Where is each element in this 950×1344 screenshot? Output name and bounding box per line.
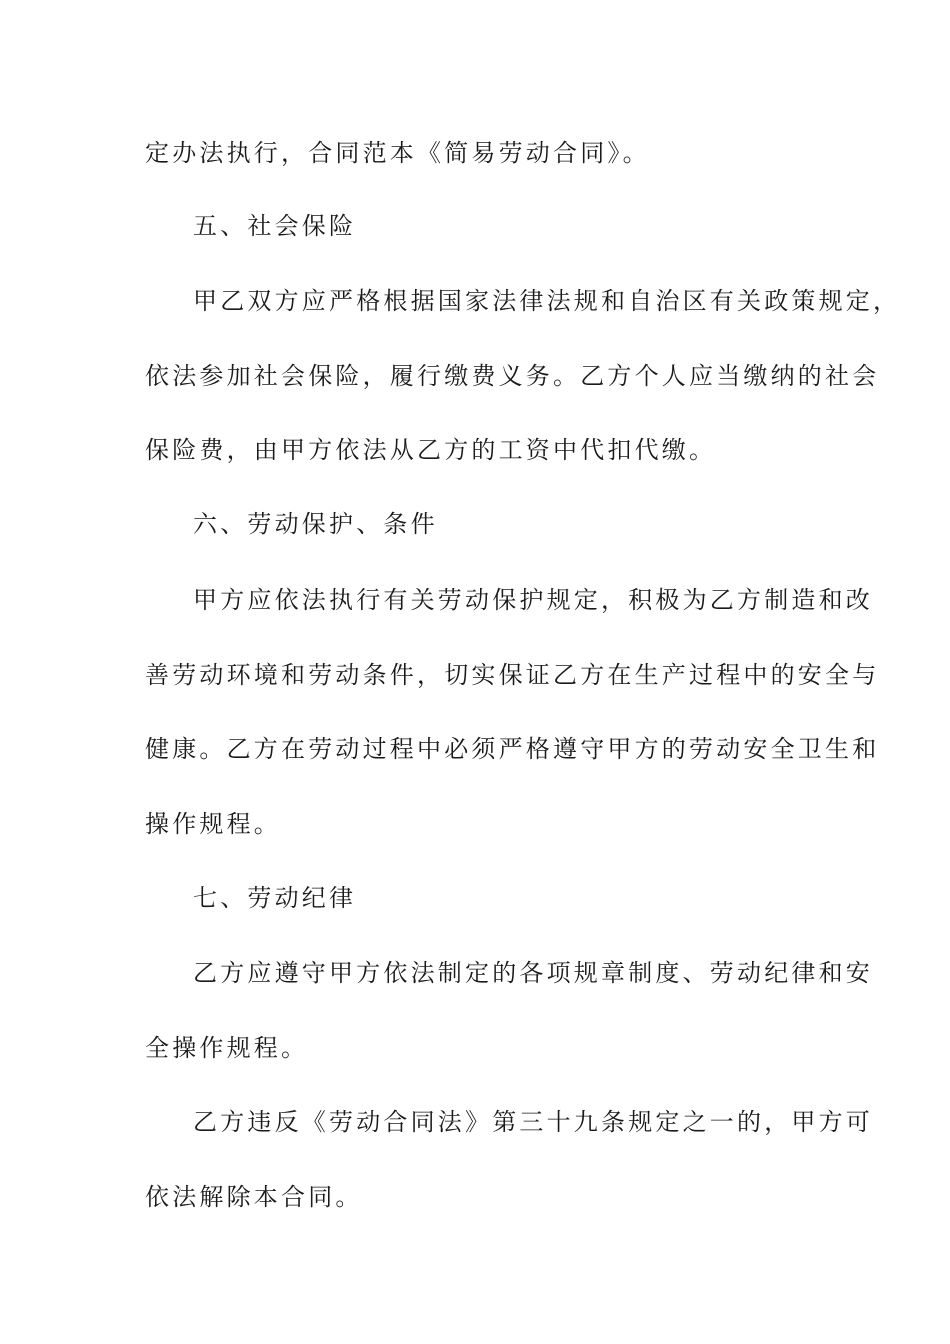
- paragraph-line: 乙方违反《劳动合同法》第三十九条规定之一的，甲方可: [193, 1108, 873, 1136]
- paragraph-line: 善劳动环境和劳动条件，切实保证乙方在生产过程中的安全与: [145, 661, 880, 689]
- paragraph-line: 依法参加社会保险，履行缴费义务。乙方个人应当缴纳的社会: [145, 362, 880, 390]
- section-heading-social-insurance: 五、社会保险: [193, 212, 357, 240]
- paragraph-line: 全操作规程。: [145, 1034, 309, 1062]
- section-heading-labor-protection: 六、劳动保护、条件: [193, 510, 438, 538]
- paragraph-line: 甲乙双方应严格根据国家法律法规和自治区有关政策规定，: [193, 287, 901, 315]
- section-heading-labor-discipline: 七、劳动纪律: [193, 884, 357, 912]
- body-text-line: 定办法执行，合同范本《简易劳动合同》。: [145, 139, 650, 167]
- paragraph-line: 保险费，由甲方依法从乙方的工资中代扣代缴。: [145, 436, 717, 464]
- paragraph-line: 操作规程。: [145, 810, 281, 838]
- paragraph-line: 甲方应依法执行有关劳动保护规定，积极为乙方制造和改: [193, 586, 873, 614]
- paragraph-line: 乙方应遵守甲方依法制定的各项规章制度、劳动纪律和安: [193, 959, 873, 987]
- paragraph-line: 依法解除本合同。: [145, 1183, 363, 1211]
- paragraph-line: 健康。乙方在劳动过程中必须严格遵守甲方的劳动安全卫生和: [145, 735, 880, 763]
